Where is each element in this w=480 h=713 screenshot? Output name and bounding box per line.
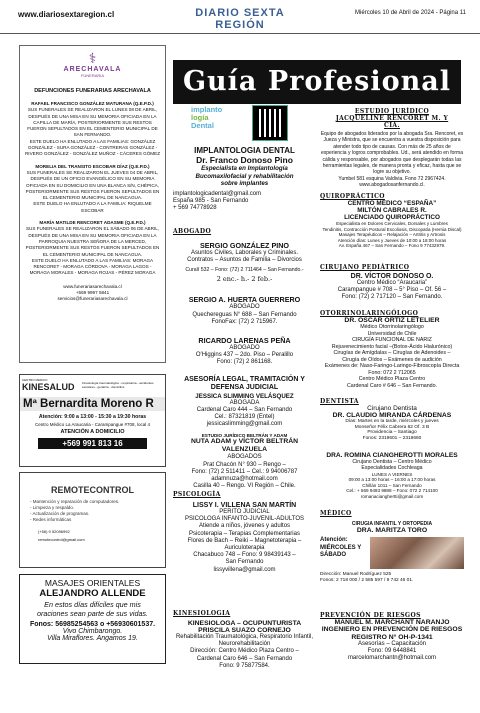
arechavala-logo: ⚕ ARECHAVALA FUNERARIA: [63, 51, 122, 78]
qr-code-icon: [253, 106, 287, 140]
implantologia-logo: implanto logía Dental: [191, 105, 223, 130]
doctor-photo: [370, 537, 464, 569]
estudio-rencoret: ESTUDIO JURÍDICO JACQUELINE RENCORET M. Y CÍA. Equipo de abogados liderados por la abogada Sra. Rencoret, ex Jueza y Ministra, que se encuentra a vuestra disposición para atender todo tipo de causas. Con más de 25 años de experiencia y logros comprobables. Ud., será atendido en forma cálida y responsable, por abogados que desplegarán todas las herramientas legales, de manera pronta y eficaz, hasta que se logre su objetivo. Yumbel 581 esquina Valdivia. Fono 72 2967424. www.abogadosanfernando.cl.: [320, 108, 464, 189]
remotecontrol-logo: REMOTECONTROL: [51, 485, 134, 495]
newspaper-title: DIARIO SEXTA REGIÓN: [195, 7, 285, 31]
medico-section: MÉDICO CIRUGIA INFANTIL Y ORTOPEDIA DRA. MARITZA TORO Atención: MIÉRCOLES Y SÁBADO Dirección: Manuel Rodríguez 525 Fonos: 2 718 000 / 2 585 597 / 9 742 46 01.: [320, 510, 464, 605]
issue-date: Miércoles 10 de Abril de 2024 - Página 11: [355, 10, 466, 16]
psicologia-section: PSICOLOGÍA LISSY I. VILLENA SAN MARTÍN PERITO JUDICIAL PSICOLOGA INFANTO-JUVENIL-ADULTOS Atiende a niños, jóvenes y adultos Psicoterapia – Terapias Complementarias Flores de Bach – Reiki – Magnetoterapia – Auriculoterapia Chacabuco 748 – Fono: 9 98439143 – San Fernando lissyvillena@gmail.com: [173, 491, 305, 573]
kinesiologia-section: KINESIOLOGIA KINESIOLOGA – OCUPUNTURISTA PRISCILA SUAZO CORNEJO Rehabilitación Traumatológica, Respiratorio Infantil, Neurorehabilitación Dirección: Centro Médico Plaza Centro – Cardenal Caro 646 – San Fernando Fono: 9 75877584.: [173, 610, 314, 669]
implantologia-ad: implanto logía Dental IMPLANTOLOGIA DENTAL Dr. Franco Donoso Pino Especialista en Implantología Bucomaxilofacial y rehabilitación sobre implantes implantologicadental@gmail.com España 985 - San Fernando + 569 74778928: [173, 105, 295, 211]
abogado-section: ABOGADO SERGIO GONZÁLEZ PINO Asuntos Civiles, Laborales y Criminales. Contratos – Asuntos de Familia – Divorcios Curalí 532 – Fono: (72) 2 711464 – San Fernando.- 2 enc.- h.- 2 feb.- SERGIO A. HUERTA GUERRERO ABOGADO Quechereguas N° 688 – San Fernando FonoFax: (72) 2 715967. RICARDO LARENAS PEÑA ABOGADO O'Higgins 437 – 2do. Piso – Peralillo Fono: (72) 2 861168. ASESORÍA LEGAL, TRAMITACIÓN Y DEFENSA JUDICIAL JESSICA SLIMMING VELÁSQUEZ ABOGADA Cardenal Caro 444 – San Fernando Cel.: 87321819 (Entel) jessicaslimming@gmail.com ESTUDIO JURÍDICO BELTRÁN Y ADAM NUTA ADAM y VÍCTOR BELTRÁN VALENZUELA ABOGADOS Prat Chacón N° 930 – Rengo – Fono: (72) 2 511411 – Cel.: 9 94006787 adamnuza@hotmail.com Casilla 40 – Rengo. VI Región – Chile.: [173, 228, 305, 490]
guia-banner: Guía Profesional: [173, 60, 461, 104]
page-header: [0, 0, 480, 34]
site-url: www.diariosextaregion.cl: [18, 10, 115, 19]
otorrino-section: OTORRINOLARINGÓLOGO DR. ÓSCAR ORTIZ LETELIER Médico Otorrinolaringólogo Universidad de Chile CIRUGÍA FUNCIONAL DE NARIZ Rejuvenecimiento facial –(Botox-Ácido Hialurónico) Cirugías de Amígdalas – Cirugías de Adenoides – Cirugía de Oídos – Exámenes de audición Exámenes de: Naso-Faringo-Laringo-Fibroscopía Directa Fono: 072 2 712065 Centro Médico Plaza Centro Cardenal Caro # 646 – San Fernando.: [320, 310, 460, 389]
romina-section: DRA. ROMINA CIANGHEROTTI MORALES Cirujano Dentista – Centro Médico Especialidades Cochleaga LUNES A VIERNES 09:00 a 13:00 horas – 16:00 a 17:00 horas Chillán 1011 – San Fernando Cel.: + 569 9493 9888 – Fono: 072 2 714100 romanacianghertti@gmail.com: [326, 452, 458, 499]
quiropractico-section: QUIROPRÁCTICO CENTRO MÉDICO “ESPAÑA” MILTÓN CABRALES R. LICENCIADO QUIROPRÁCTICO Especialista en Dolores Cervicales, Dorsales y Lumbres Tendinitis, Contracción Postural Escoliosis, Discopatía (Hernia Discal) Masajes Terapéuticos – Relajación – Artritis y Artrosis Atención días: Lunes y Jueves de 10:00 a 18:00 horas Av. España 467 – San Fernando – Fono 9 77432979.: [320, 193, 462, 249]
arechavala-heading: DEFUNCIONES FUNERARIAS ARECHAVALA: [34, 88, 151, 94]
masajes-ad: MASAJES ORIENTALES ALEJANDRO ALLENDE En estos días difíciles que mis oraciones sean parte de sus vidas. Fonos: 56985254563 o +56930601537. Vivo Chimbarongo. Villa Miraflores. Angamos 19.: [19, 574, 166, 664]
remotecontrol-ad: REMOTECONTROL - Mantención y reparación de computadores. - Limpieza y respaldo. - Actualización de programas. - Redes informáticas (+56) 9 52096992 remotecontrol@gmail.com: [19, 472, 166, 568]
arechavala-ad: ⚕ ARECHAVALA FUNERARIA DEFUNCIONES FUNERARIAS ARECHAVALA RAFAEL FRANCISCO GONZÁLEZ MATURANA (Q.E.P.D.) SUS FUNERALES SE REALIZARON EL LUNES 08 DE ABRIL, DESPUÉS DE UNA MISA EN SU MEMORIA OFICIADA EN LA CAPILLA DE MARÍA, POSTERIORMENTE SUS RESTOS FUERON SEPULTADOS EN EL CEMENTERIO MUNICIPAL DE SAN FERNANDO. ESTE DUELO HA ENLUTADO A LAS FAMILIAS: GONZÁLEZ GONZÁLEZ - SURA GONZÁLEZ - CONTRERAS GONZÁLEZ - RIVERO GONZÁLEZ - GONZÁLEZ MUÑOZ - CÁCERES GÓMEZ MORELIA DEL TRANSITO ESCOBAR DÍAZ (Q.E.P.D.) SUS FUNERALES SE REALIZARON EL JUEVES 04 DE ABRIL, DESPUÉS DE UN OFICIO EVANGÉLICO EN SU MEMORIA OFICIADA EN SU DOMICILIO EN UNA BLANCA S/N, CHÉPICA, POSTERIORMENTE SUS RESTOS FUERON SEPULTADOS EN EL CEMENTERIO MUNICIPAL DE NANCAGUA. ESTE DUELO HA ENLUTADO A LA FAMILIA: RIQUELME ESCOBAR MARÍA MATILDE RENCORET ADASME (Q.E.P.D.) SUS FUNERALES SE REALIZARON EL SÁBADO 06 DE ABRIL, DESPUÉS DE UNA MISA EN SU MEMORIA OFICIADA EN LA PARROQUIA NUESTRA SEÑORA DE LA MERCED, POSTERIORMENTE SUS RESTOS FUERON SEPULTADOS EN EL CEMENTERIO MUNICIPAL DE NANCAGUA. ESTE DUELO HA ENLUTADO A LAS FAMILIAS: MORAGA RENCORET - MORAGA CÓRDOVA - MORAGA LAGOS - MORAGA MORALES - MORAGA ROJAS - PÉREZ MORAGA www.funerariasarechavala.cl +569 9997 5841 servicios@funerariasarechavala.cl: [19, 45, 166, 363]
kinesalud-phone: +569 991 813 16: [38, 438, 147, 449]
kinesalud-logo: CENTRO MEDICO KINESALUD: [22, 378, 75, 392]
prevencion-section: PREVENCIÓN DE RIESGOS MANUEL M. MARCHANT NARANJO INGENIERO EN PREVENCIÓN DE RIESGOS REGISTRO N° OH-P-1341 Asesorías – Capacitación Fono: 09 6448841 marcelomarchantn@hotmail.com: [320, 612, 463, 662]
kinesalud-name: Mª Bernardita Moreno R: [20, 397, 165, 411]
pediatrico-section: CIRUJANO PEDIÁTRICO DR. VÍCTOR DONOSO O. Centro Médico “Araucaria” Carampangue # 708 – 5° Piso – Of. 56 – Fono: (72) 2 717120 – San Fernando.: [320, 264, 447, 301]
kinesalud-ad: CENTRO MEDICO KINESALUD Kinesiología traumatológica - respiratoria - accidentes escolares - geriatría - domicilios Mª Bernardita Moreno R Atención: 9:00 a 13:00 - 15:30 a 19:30 horas Centro Médico La Araucaria - Carampangue #708, local 4 ATENCIÓN A DOMICILIO +569 991 813 16: [19, 374, 166, 467]
dentista-section: DENTISTA Cirujano Dentista DR. CLAUDIO MIRANDA CÁRDENAS Días: Martes en la tarde, miércoles y jueves Monseñor Félix Cabrera 62 Of. 3 B Providencia – Santiago Fonos: 2319601 – 2318660: [320, 398, 452, 442]
